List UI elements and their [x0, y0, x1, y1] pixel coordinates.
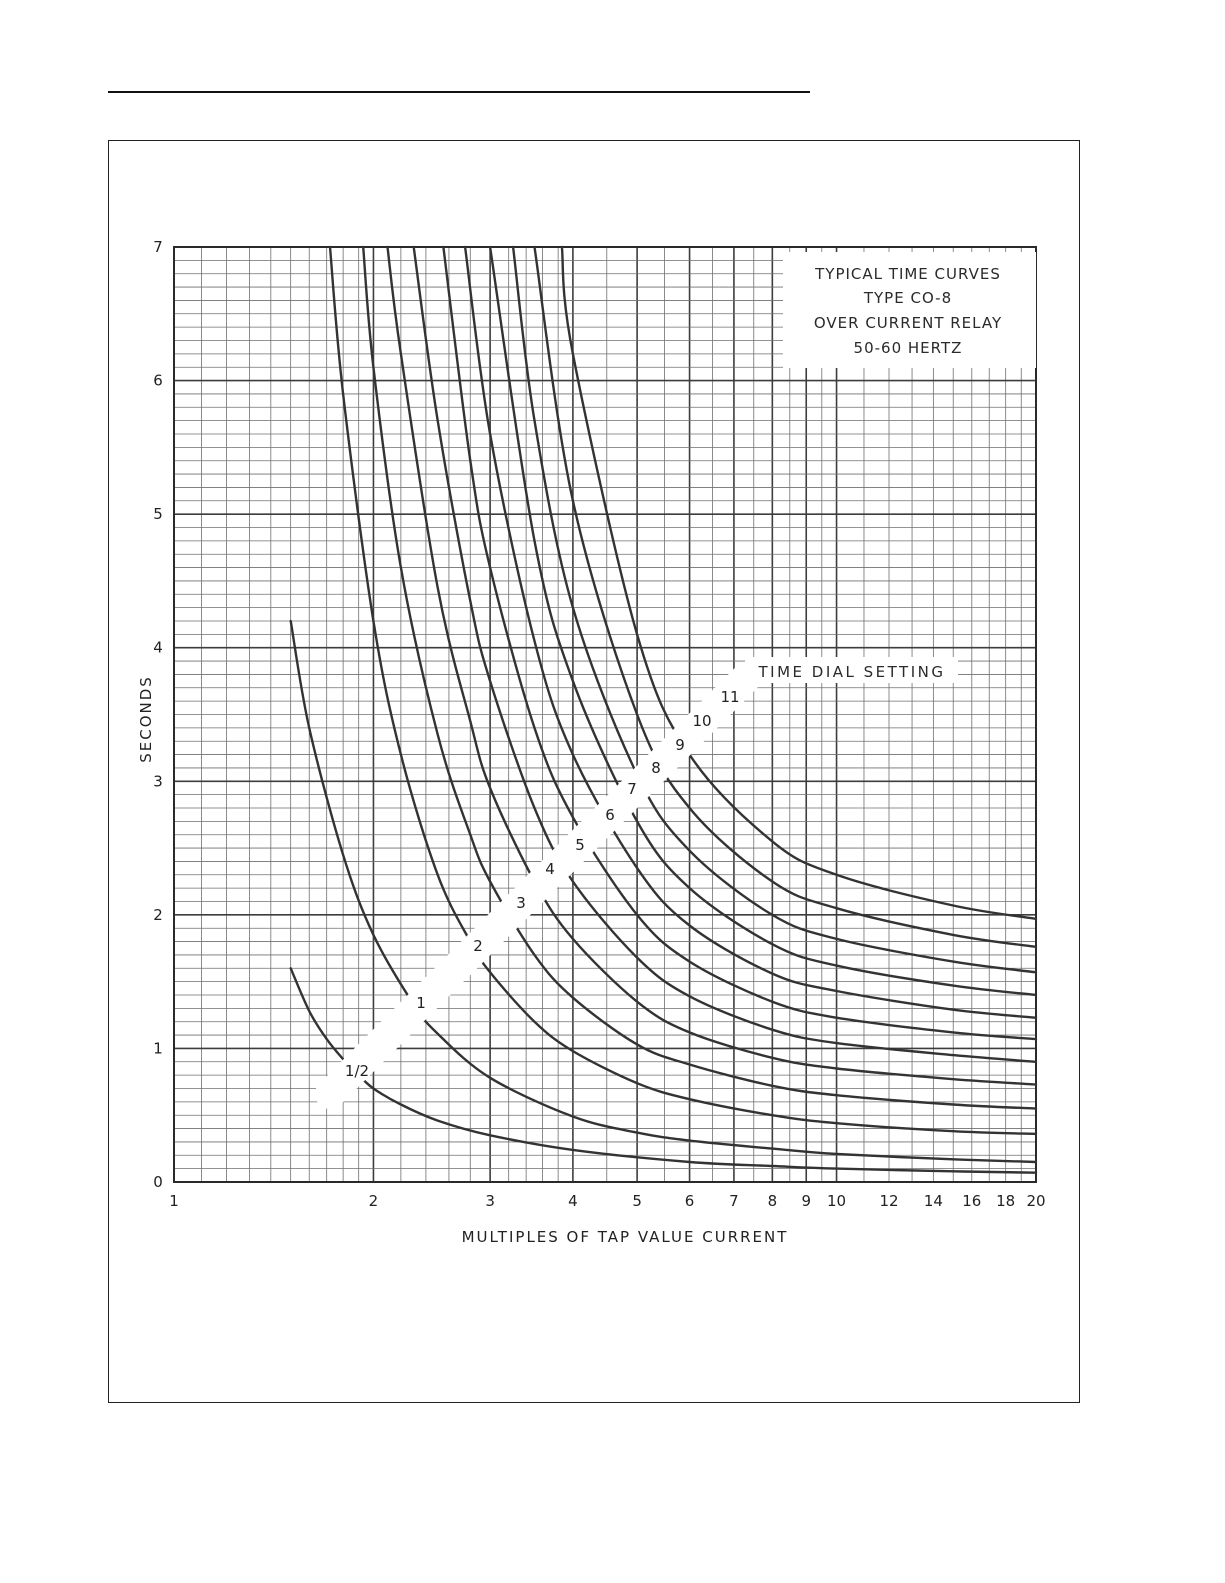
dial-label-1: 1 — [416, 994, 426, 1012]
dial-label-10: 10 — [692, 712, 712, 730]
y-tick-label: 5 — [153, 505, 163, 524]
y-tick-label: 0 — [153, 1173, 163, 1191]
x-axis-title: MULTIPLES OF TAP VALUE CURRENT — [461, 1228, 789, 1246]
x-tick-label: 10 — [827, 1192, 847, 1210]
dial-label-1-2: 1/2 — [344, 1062, 370, 1080]
y-tick-label: 2 — [153, 905, 163, 924]
dial-label-8: 8 — [651, 759, 661, 777]
x-tick-label: 8 — [767, 1192, 778, 1210]
x-tick-label: 9 — [801, 1192, 812, 1210]
chart-title-line-3: OVER CURRENT RELAY — [813, 314, 1003, 332]
dial-label-3: 3 — [516, 894, 526, 912]
y-axis-title: SECONDS — [137, 675, 155, 763]
chart-title-line-4: 50-60 HERTZ — [853, 339, 963, 357]
x-tick-label: 6 — [684, 1192, 695, 1210]
dial-label-6: 6 — [605, 806, 615, 824]
dial-label-7: 7 — [627, 780, 637, 798]
x-tick-label: 1 — [169, 1192, 179, 1210]
y-tick-label: 6 — [153, 371, 163, 390]
x-tick-label: 16 — [962, 1192, 982, 1210]
x-tick-label: 7 — [729, 1192, 739, 1210]
y-tick-label: 7 — [153, 238, 163, 256]
x-tick-label: 14 — [923, 1192, 943, 1210]
x-tick-label: 5 — [632, 1192, 642, 1210]
dial-label-4: 4 — [545, 860, 555, 878]
chart-title-line-2: TYPE CO-8 — [863, 289, 953, 307]
x-tick-label: 12 — [879, 1192, 899, 1210]
chart-title-box — [783, 252, 1036, 368]
grid-layer — [174, 247, 1036, 1182]
y-tick-label: 4 — [153, 638, 163, 657]
curve-dial-1 — [291, 621, 1036, 1162]
y-tick-label: 3 — [153, 772, 163, 791]
x-tick-label: 4 — [568, 1192, 578, 1210]
dial-label-2: 2 — [473, 937, 483, 955]
dial-label-11: 11 — [720, 688, 740, 706]
dial-label-5: 5 — [575, 836, 585, 854]
time-dial-annotation — [745, 657, 958, 683]
chart-title-line-1: TYPICAL TIME CURVES — [815, 265, 1001, 283]
x-tick-label: 2 — [368, 1192, 379, 1210]
y-tick-label: 1 — [153, 1039, 163, 1058]
x-tick-label: 3 — [485, 1192, 495, 1210]
x-tick-label: 20 — [1026, 1192, 1046, 1210]
dial-label-9: 9 — [675, 736, 685, 754]
x-tick-label: 18 — [996, 1192, 1016, 1210]
time-dial-setting-label: TIME DIAL SETTING — [758, 663, 946, 681]
